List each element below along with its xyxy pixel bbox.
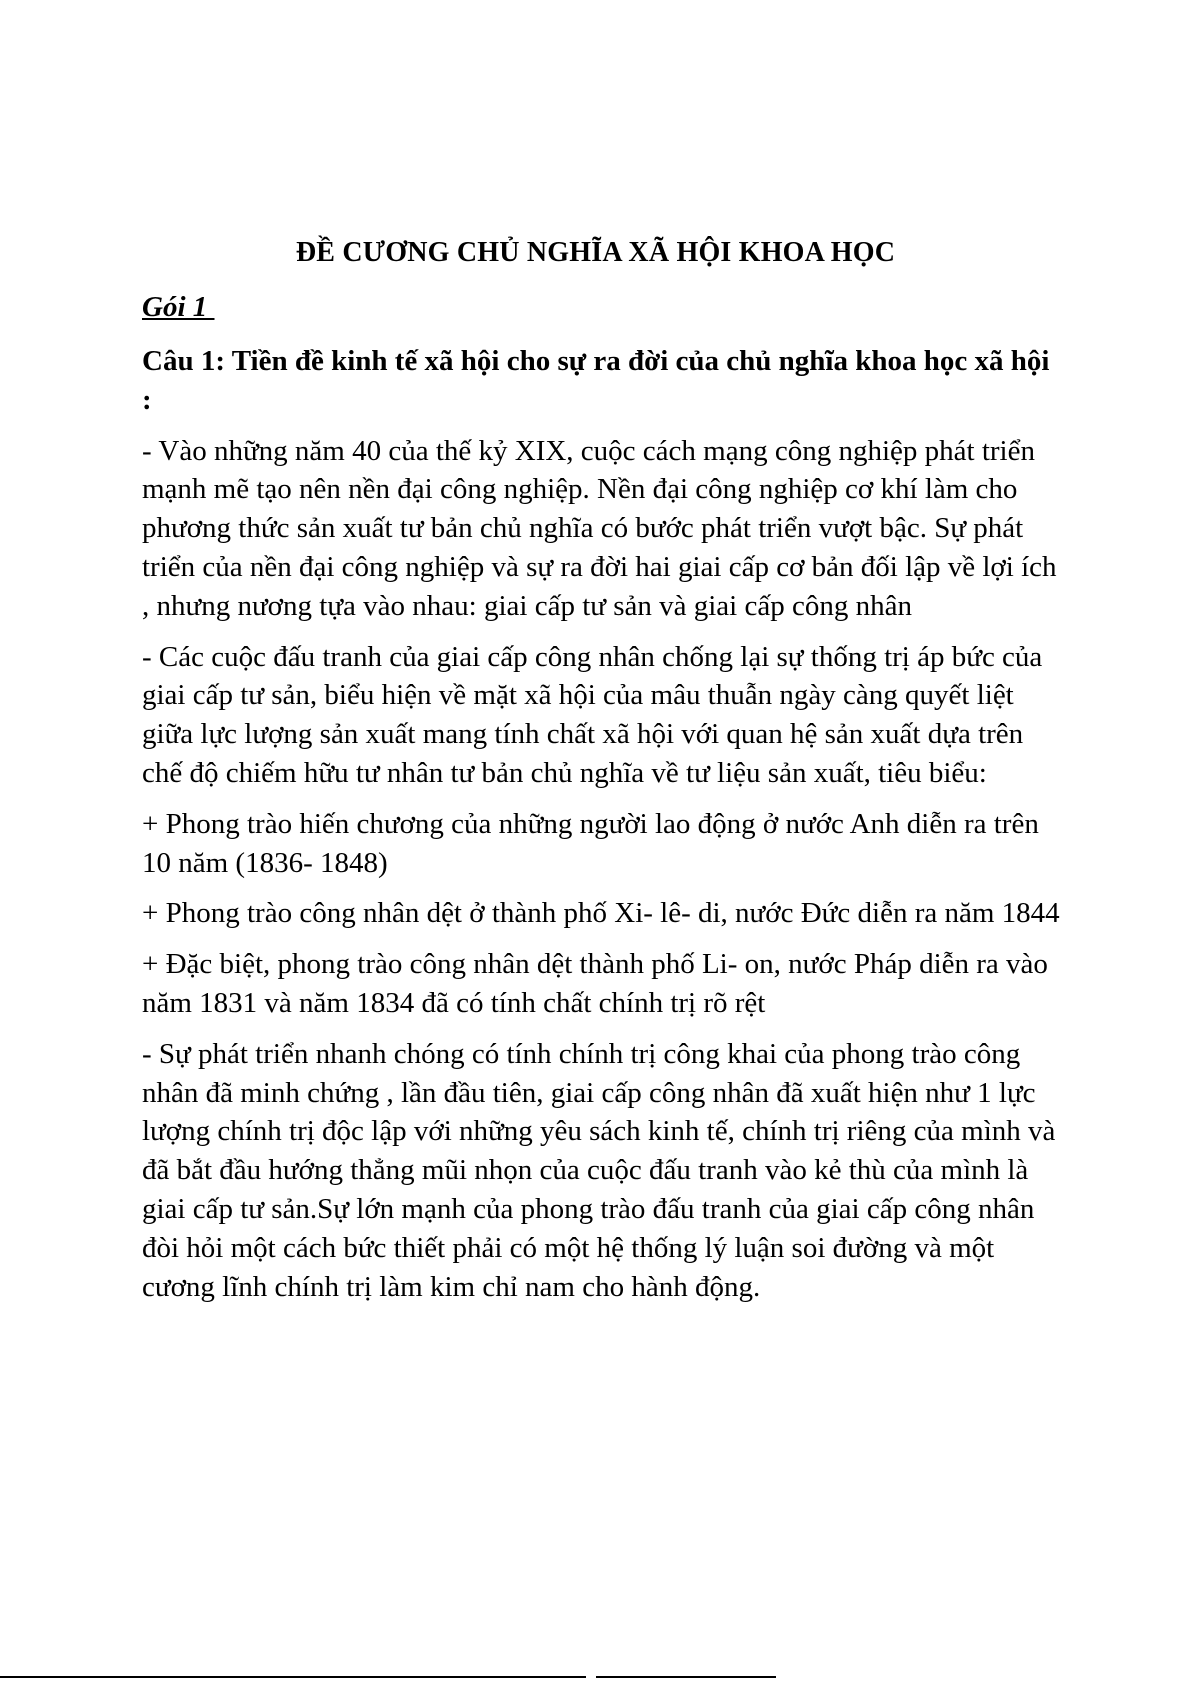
- paragraph: - Vào những năm 40 của thế kỷ XIX, cuộc cách mạng công nghiệp phát triển mạnh mẽ tạo nên nền đại công nghiệp. Nền đại công nghiệp cơ khí làm cho phương thức sản xuất tư bản chủ nghĩa có bước phát triển vượt bậc. Sự phát triển của nền đại công nghiệp và sự ra đời hai giai cấp cơ bản đối lập về lợi ích , nhưng nương tựa vào nhau: giai cấp tư sản và giai cấp công nhân: [142, 434, 1057, 622]
- document-body: [142, 342, 1062, 1318]
- footer-divider: [0, 1676, 586, 1678]
- document-title: ĐỀ CƯƠNG CHỦ NGHĨA XÃ HỘI KHOA HỌC: [295, 237, 896, 268]
- paragraph: + Đặc biệt, phong trào công nhân dệt thành phố Li- on, nước Pháp diễn ra vào năm 1831 và năm 1834 đã có tính chất chính trị rõ rệt: [142, 948, 1048, 1019]
- question-heading: Câu 1: Tiền đề kinh tế xã hội cho sự ra đời của chủ nghĩa khoa học xã hội :: [142, 345, 1050, 416]
- section-label: Gói 1: [142, 291, 215, 323]
- paragraph: + Phong trào hiến chương của những người lao động ở nước Anh diễn ra trên 10 năm (1836- 1848): [142, 807, 1039, 879]
- footer-divider: [596, 1676, 776, 1678]
- paragraph: + Phong trào công nhân dệt ở thành phố Xi- lê- di, nước Đức diễn ra năm 1844: [142, 897, 1060, 930]
- paragraph: - Sự phát triển nhanh chóng có tính chính trị công khai của phong trào công nhân đã minh chứng , lần đầu tiên, giai cấp công nhân đã xuất hiện như 1 lực lượng chính trị độc lập với những yêu sách kinh tế, chính trị riêng của mình và đã bắt đầu hướng thẳng mũi nhọn của cuộc đấu tranh vào kẻ thù của mình là giai cấp tư sản.Sự lớn mạnh của phong trào đấu tranh của giai cấp công nhân đòi hỏi một cách bức thiết phải có một hệ thống lý luận soi đường và một cương lĩnh chính trị làm kim chỉ nam cho hành động.: [142, 1037, 1056, 1303]
- paragraph: - Các cuộc đấu tranh của giai cấp công nhân chống lại sự thống trị áp bức của giai cấp tư sản, biểu hiện về mặt xã hội của mâu thuẫn ngày càng quyết liệt giữa lực lượng sản xuất mang tính chất xã hội với quan hệ sản xuất dựa trên chế độ chiếm hữu tư nhân tư bản chủ nghĩa về tư liệu sản xuất, tiêu biểu:: [142, 640, 1043, 789]
